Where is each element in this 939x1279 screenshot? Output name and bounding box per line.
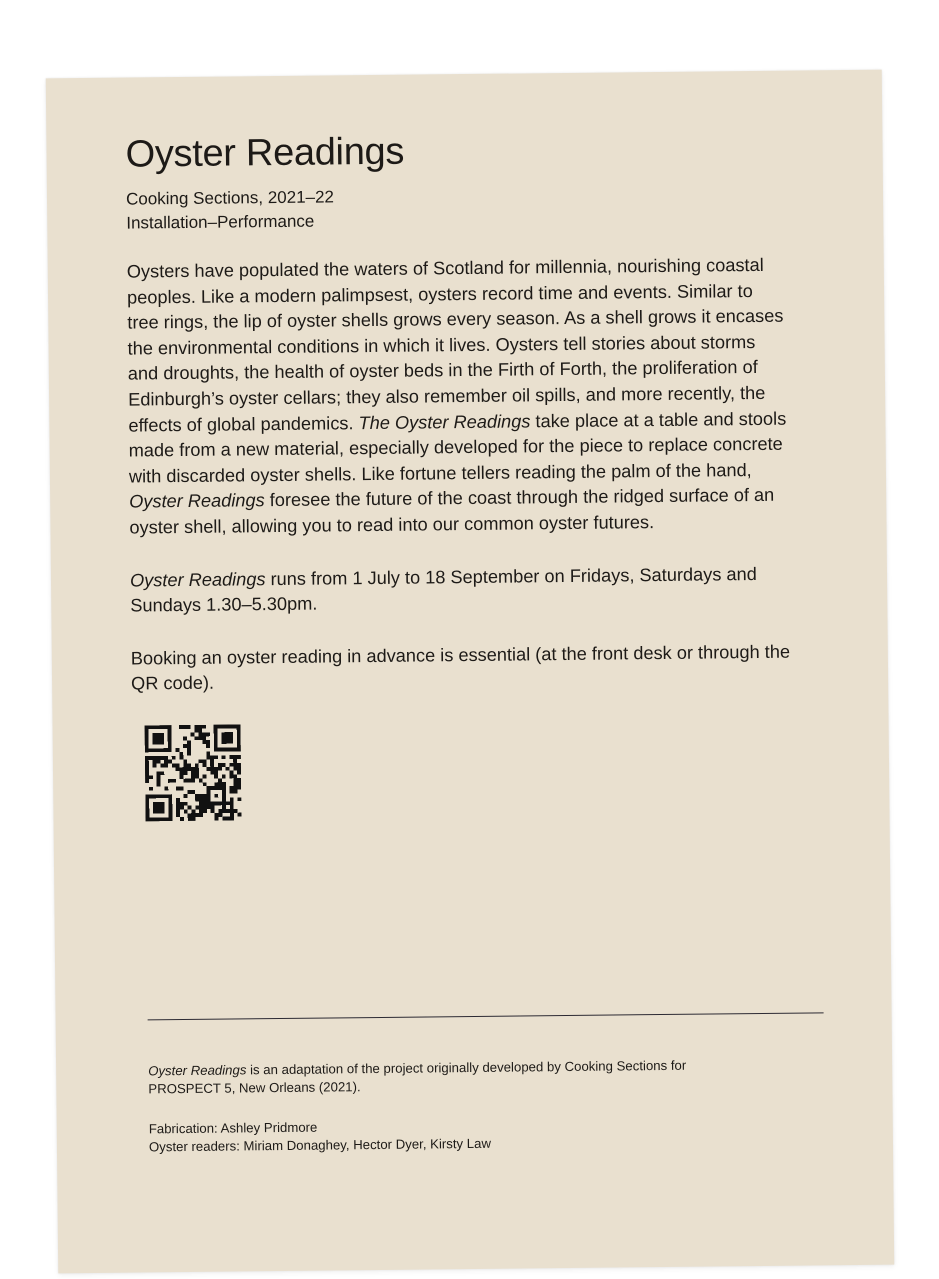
footer-divider: [148, 1012, 824, 1020]
text-line: and droughts, the health of oyster beds in the Firth of Forth, the proliferation of: [127, 357, 758, 384]
text-span: effects of global pandemics.: [128, 412, 359, 436]
page-title: Oyster Readings: [125, 130, 405, 176]
work-title-italic: Oyster Readings: [148, 1062, 247, 1079]
credits-footer: [148, 1055, 829, 1156]
text-line: Edinburgh’s oyster cellars; they also remember oil spills, and more recently, the: [128, 382, 766, 410]
artist-line: Cooking Sections, 2021–22: [125, 187, 335, 209]
info-card: [46, 70, 894, 1274]
text-line: oyster shell, allowing you to read into our common oyster futures.: [129, 512, 655, 538]
credit-line: PROSPECT 5, New Orleans (2021).: [148, 1079, 361, 1097]
work-meta: [126, 185, 334, 235]
medium-line: Installation–Performance: [126, 211, 315, 233]
text-span: is an adaptation of the project originally developed by Cooking Sections for: [246, 1057, 687, 1078]
text-line: QR code).: [131, 672, 215, 694]
text-line: Oysters have populated the waters of Scotland for millennia, nourishing coastal: [126, 254, 764, 282]
readers-credit: Oyster readers: Miriam Donaghey, Hector Dyer, Kirsty Law: [148, 1135, 492, 1155]
qr-code-icon[interactable]: [145, 724, 242, 821]
description-paragraph: [127, 252, 830, 541]
text-span: runs from 1 July to 18 September on Fridays, Saturdays and: [265, 563, 757, 589]
body-text: [127, 252, 832, 697]
schedule-paragraph: [130, 561, 830, 620]
text-line: with discarded oyster shells. Like fortune tellers reading the palm of the hand,: [128, 459, 752, 487]
text-line: peoples. Like a modern palimpsest, oysters record time and events. Similar to: [126, 280, 753, 308]
work-title-italic: Oyster Readings: [129, 568, 266, 591]
text-line: Sundays 1.30–5.30pm.: [130, 593, 318, 616]
booking-paragraph: [131, 639, 831, 698]
text-span: foresee the future of the coast through the ridged surface of an: [264, 485, 775, 511]
text-line: made from a new material, especially developed for the piece to replace concrete: [128, 433, 783, 461]
text-line: Booking an oyster reading in advance is essential (at the front desk or through the: [130, 641, 791, 669]
text-line: tree rings, the lip of oyster shells grows every season. As a shell grows it encases: [127, 305, 784, 333]
work-title-italic: Oyster Readings: [129, 490, 265, 512]
work-title-italic: The Oyster Readings: [358, 410, 531, 433]
text-line: the environmental conditions in which it lives. Oysters tell stories about storms: [127, 331, 756, 359]
fabrication-credit: Fabrication: Ashley Pridmore: [148, 1119, 318, 1137]
text-span: take place at a table and stools: [530, 408, 787, 431]
